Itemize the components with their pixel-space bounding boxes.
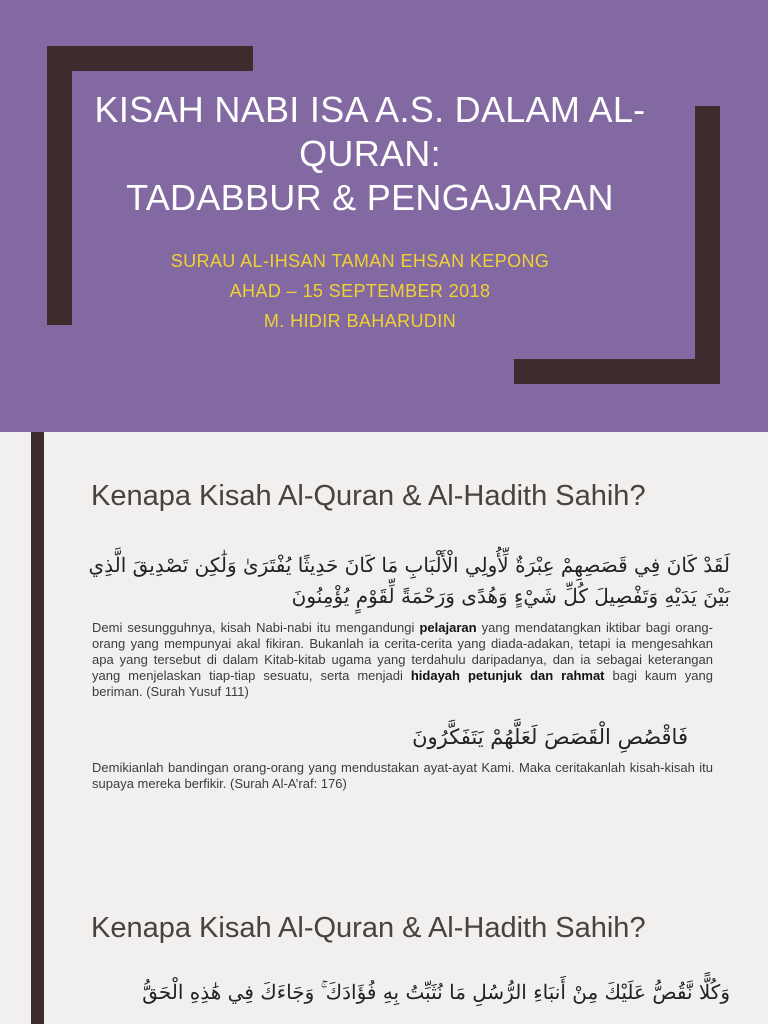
frame-right-bar [695,106,720,384]
arabic-verse-al-araf-176: فَاقْصُصِ الْقَصَصَ لَعَلَّهُمْ يَتَفَكَّرُونَ [412,725,688,749]
slide-accent-bar [31,865,44,1024]
subtitle-venue: SURAU AL-IHSAN TAMAN EHSAN KEPONG [170,251,550,271]
slide-title: Kenapa Kisah Al-Quran & Al-Hadith Sahih? [91,480,646,512]
slide-accent-bar [31,432,44,865]
title-slide [0,0,768,432]
frame-top-bar [47,46,253,71]
translation-yusuf-111 [92,620,713,700]
emphasis-hidayah: hidayah petunjuk dan rahmat [410,668,605,683]
text-run: yang mendatangkan iktibar bagi orang-orang yang mempunyai akal fikiran. Bukanlah ia cerita-cerita yang diada-adakan, tetapi ia mengesahkan apa yang tersebut di dalam Kitab-kitab ugama yang terdahulu daripadanya, dan ia sebagai keterangan yang menjelaskan tiap-tiap sesuatu, serta menjadi [92,620,713,683]
arabic-verse-partial: وَكُلًّا نَّقُصُّ عَلَيْكَ مِنْ أَنبَاءِ الرُّسُلِ مَا نُثَبِّتُ بِهِ فُؤَادَكَ ۚ وَجَاءَكَ فِي هَٰذِهِ الْحَقُّ [142,980,730,1004]
text-run: Demi sesungguhnya, kisah Nabi-nabi itu mengandungi [92,620,420,635]
title-line: TADABBUR & PENGAJARAN [126,177,614,218]
title-line: KISAH NABI ISA A.S. DALAM AL- [94,89,646,130]
subtitle-date: AHAD – 15 SEPTEMBER 2018 [229,281,491,301]
emphasis-pelajaran: pelajaran [419,620,477,635]
translation-al-araf-176: Demikianlah bandingan orang-orang yang mendustakan ayat-ayat Kami. Maka ceritakanlah kisah-kisah itu supaya mereka berfikir. (Surah Al-A’raf: 176) [92,760,713,791]
subtitle-speaker: M. HIDIR BAHARUDIN [263,311,457,331]
content-slide-1 [0,432,768,865]
frame-bottom-bar [514,359,720,384]
arabic-verse-yusuf-111: لَقَدْ كَانَ فِي قَصَصِهِمْ عِبْرَةٌ لِّأُولِي الْأَلْبَابِ مَا كَانَ حَدِيثًا يُفْتَرَىٰ وَلَٰكِن تَصْدِيقَ الَّذِي بَيْنَ يَدَيْهِ وَتَفْصِيلَ كُلِّ شَيْءٍ وَهُدًى وَرَحْمَةً لِّقَوْمٍ يُؤْمِنُونَ [88,553,730,608]
presentation-subtitle [60,246,660,336]
slide-title: Kenapa Kisah Al-Quran & Al-Hadith Sahih? [91,912,646,944]
text-run: bagi kaum yang beriman. (Surah Yusuf 111) [92,668,713,699]
presentation-title [60,88,680,220]
title-line: QURAN: [299,133,441,174]
content-slide-2 [0,865,768,1024]
